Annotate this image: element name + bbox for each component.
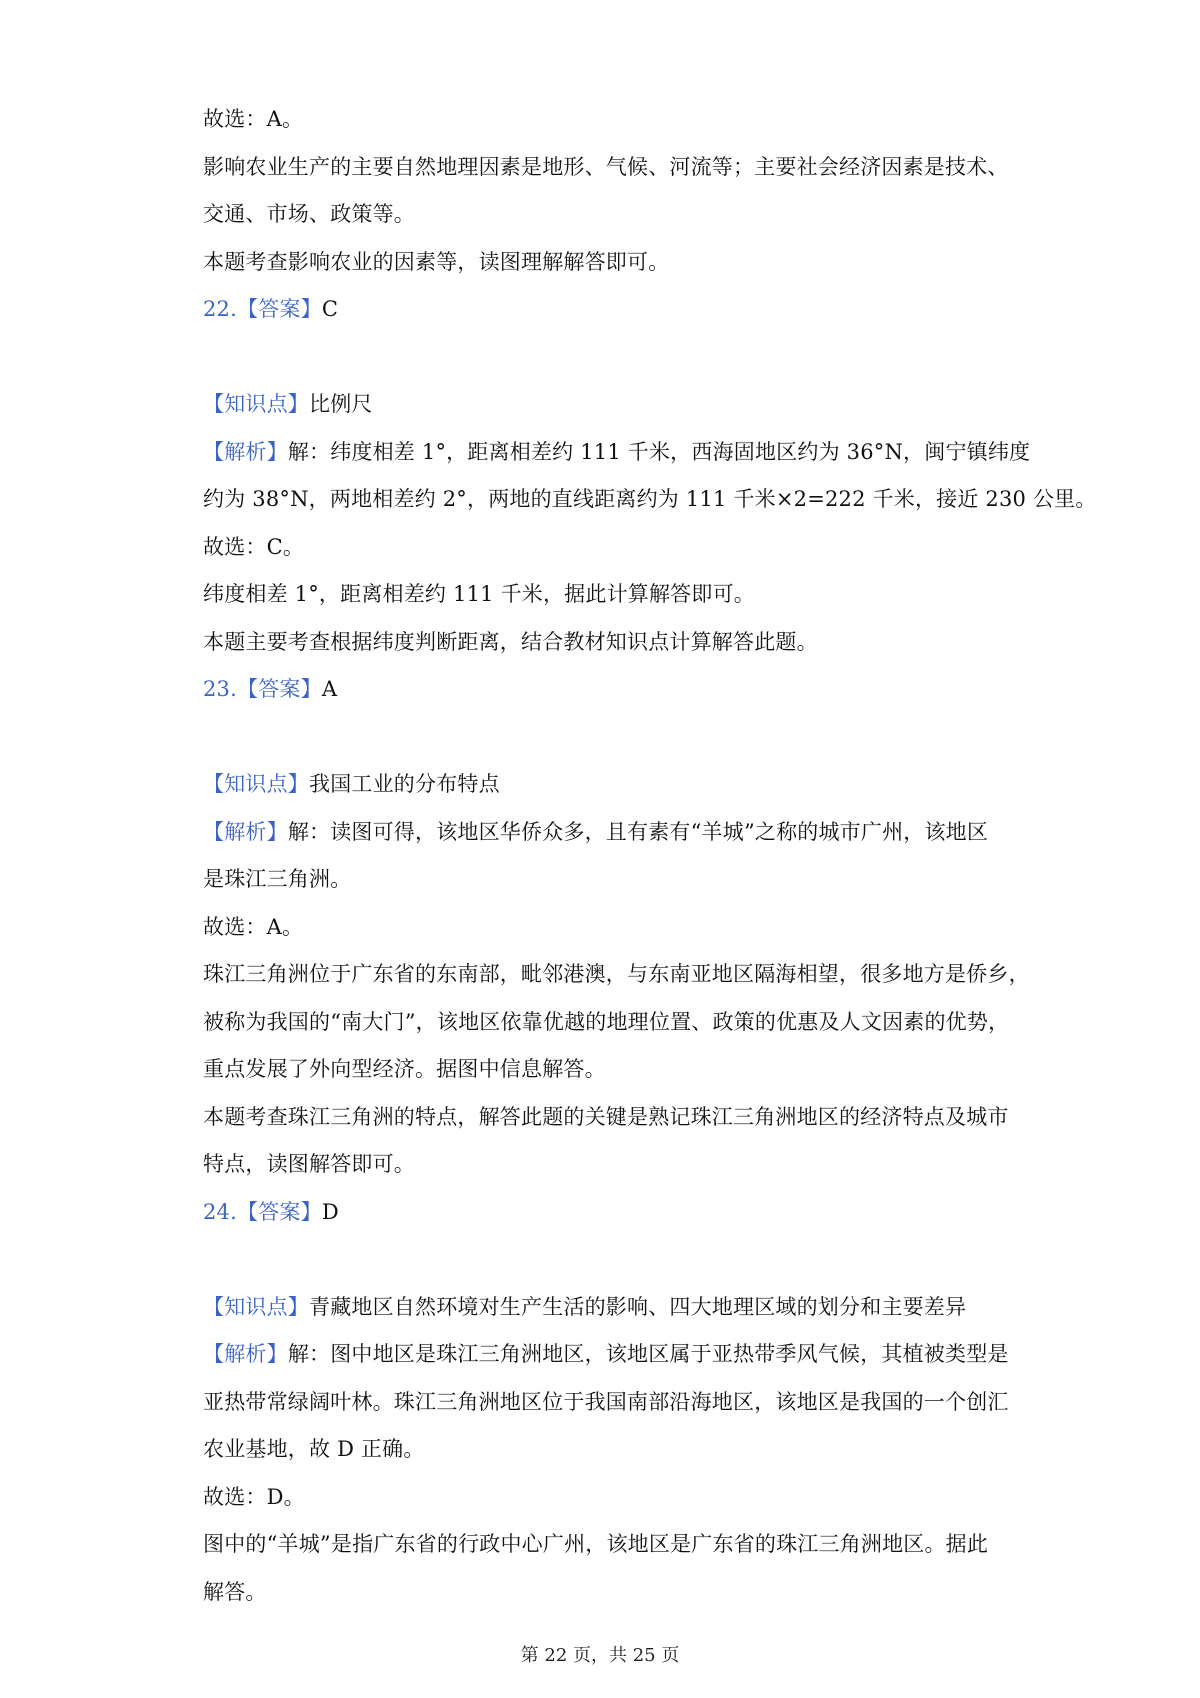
selection-line: 故选：C。 [203,534,305,559]
paragraph-line: 影响农业生产的主要自然地理因素是地形、气候、河流等；主要社会经济因素是技术、 [203,154,1009,179]
answer-tag: 【答案】 [237,677,322,701]
paragraph-line: 本题主要考查根据纬度判断距离，结合教材知识点计算解答此题。 [203,629,818,654]
paragraph-line: 农业基地，故 D 正确。 [203,1437,425,1461]
paragraph-line: 特点，读图解答即可。 [203,1152,415,1176]
answer-value: A [321,677,338,701]
paragraph-line: 亚热带常绿阔叶林。珠江三角洲地区位于我国南部沿海地区，该地区是我国的一个创汇 [203,1389,1009,1414]
knowledge-point-text: 比例尺 [309,392,373,416]
selection-line: 故选：A。 [203,107,304,131]
knowledge-point-line [203,761,1013,809]
selection-line: 故选：A。 [203,914,304,939]
question-number: 23. [203,677,237,701]
paragraph-line: 本题考查影响农业的因素等，读图理解解答即可。 [203,249,670,274]
answer-value: D [321,1199,339,1224]
answer-line-23 [203,666,1013,714]
paragraph-line: 纬度相差 1°，距离相差约 111 千米，据此计算解答即可。 [203,582,755,606]
question-number: 22. [203,297,237,321]
paragraph-line: 图中的“羊城”是指广东省的行政中心广州，该地区是广东省的珠江三角洲地区。据此 [203,1532,989,1556]
knowledge-point-line [203,1284,1013,1332]
spacer [203,1236,1013,1284]
knowledge-point-text: 我国工业的分布特点 [309,772,500,796]
page-footer: 第 22 页，共 25 页 [520,1645,680,1666]
question-number: 24. [203,1199,237,1224]
spacer [203,334,1013,382]
analysis-line [203,1331,1013,1379]
analysis-text: 解：图中地区是珠江三角洲地区，该地区属于亚热带季风气候，其植被类型是 [287,1342,1009,1366]
knowledge-point-tag: 【知识点】 [203,1294,309,1319]
analysis-line [203,809,1013,857]
knowledge-point-text: 青藏地区自然环境对生产生活的影响、四大地理区域的划分和主要差异 [309,1294,967,1319]
paragraph-line: 本题考查珠江三角洲的特点，解答此题的关键是熟记珠江三角洲地区的经济特点及城市 [203,1104,1009,1129]
spacer [203,714,1013,762]
selection-line: 故选：D。 [203,1484,305,1509]
paragraph-line: 重点发展了外向型经济。据图中信息解答。 [203,1057,606,1081]
knowledge-point-line [203,381,1013,429]
paragraph-line: 约为 38°N，两地相差约 2°，两地的直线距离约为 111 千米×2=222 千米，接近 230 公里。 [203,487,1097,511]
paragraph-line: 交通、市场、政策等。 [203,202,415,226]
paragraph-line: 珠江三角洲位于广东省的东南部，毗邻港澳，与东南亚地区隔海相望，很多地方是侨乡， [203,962,1030,986]
paragraph-line: 解答。 [203,1579,267,1604]
analysis-line [203,429,1031,477]
answer-line-22 [203,286,1013,334]
answer-tag: 【答案】 [237,1199,322,1224]
paragraph-line: 被称为我国的“南大门”，该地区依靠优越的地理位置、政策的优惠及人文因素的优势， [203,1009,1010,1034]
analysis-tag: 【解析】 [203,439,288,464]
answer-tag: 【答案】 [237,297,322,321]
analysis-tag: 【解析】 [203,1342,288,1366]
knowledge-point-tag: 【知识点】 [203,772,309,796]
answer-line-24 [203,1189,1013,1237]
paragraph-line: 是珠江三角洲。 [203,867,352,891]
page-content [203,96,1097,1616]
analysis-tag: 【解析】 [203,819,288,844]
analysis-text: 解：读图可得，该地区华侨众多，且有素有“羊城”之称的城市广州，该地区 [287,819,989,844]
knowledge-point-tag: 【知识点】 [203,392,309,416]
answer-value: C [321,297,339,321]
analysis-text: 解：纬度相差 1°，距离相差约 111 千米，西海固地区约为 36°N，闽宁镇纬度 [287,439,1031,464]
